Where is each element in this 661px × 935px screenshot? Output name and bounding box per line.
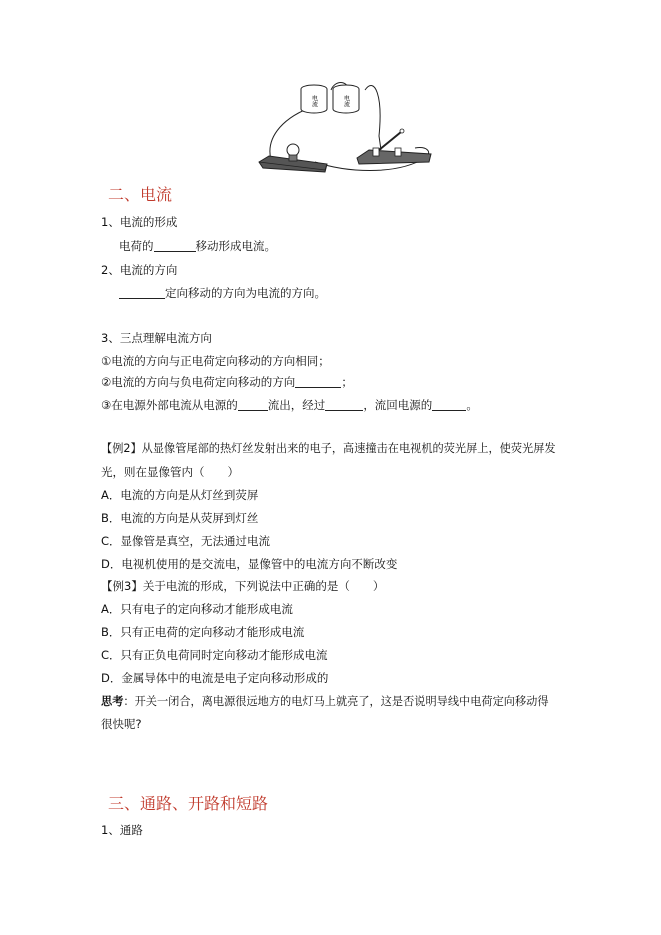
text-segment: ； — [341, 375, 353, 389]
example3-option-d: D．金属导体中的电流是电子定向移动形成的 — [101, 671, 329, 685]
item-title-formation: 1、电流的形成 — [101, 215, 178, 229]
example2-stem-line1: 【例2】从显像管尾部的热灯丝发射出来的电子，高速撞击在电视机的荧光屏上，使荧光屏发 — [101, 442, 556, 455]
meter-label-left: 电流 — [310, 95, 318, 107]
think-question-line1 — [101, 694, 549, 710]
example2-option-d: D．电视机使用的是交流电，显像管中的电流方向不断改变 — [101, 557, 398, 571]
section-heading-circuits: 三、通路、开路和短路 — [108, 794, 269, 813]
example2-option-c: C．显像管是真空，无法通过电流 — [101, 534, 271, 548]
example2-stem-line2: 光，则在显像管内（ ） — [101, 465, 239, 479]
ammeter-right — [333, 85, 359, 113]
think-text: ：开关一闭合，离电源很远地方的电灯马上就亮了，这是否说明导线中电荷定向移动得 — [123, 695, 549, 708]
circuit-illustration — [255, 76, 435, 176]
meter-label-right: 电流 — [342, 95, 350, 107]
text-segment: 电荷的 — [119, 239, 154, 253]
lamp-bulb — [287, 144, 299, 156]
switch-lever — [379, 132, 401, 150]
think-question-line2: 很快呢? — [101, 717, 142, 731]
point-2 — [101, 374, 353, 390]
item-text-direction — [119, 285, 326, 301]
text-segment: 移动形成电流。 — [195, 239, 276, 253]
text-segment: 定向移动的方向为电流的方向。 — [165, 286, 326, 300]
fill-blank — [325, 398, 363, 411]
item-title-closed-circuit: 1、通路 — [101, 823, 143, 837]
item-text-formation — [119, 238, 276, 254]
think-label: 思考 — [101, 695, 124, 708]
text-segment: ②电流的方向与负电荷定向移动的方向 — [101, 375, 296, 389]
fill-blank — [432, 398, 466, 411]
item-title-understanding: 3、三点理解电流方向 — [101, 331, 212, 345]
fill-blank — [154, 239, 196, 252]
text-segment: 流出，经过 — [267, 398, 326, 412]
switch-board — [357, 129, 431, 164]
example3-option-b: B．只有正电荷的定向移动才能形成电流 — [101, 625, 305, 639]
fill-blank — [295, 375, 341, 388]
text-segment: ③在电源外部电流从电源的 — [101, 398, 238, 412]
point-3 — [101, 397, 478, 413]
example3-option-c: C．只有正负电荷同时定向移动才能形成电流 — [101, 648, 328, 662]
item-title-direction: 2、电流的方向 — [101, 263, 178, 277]
fill-blank — [119, 286, 165, 299]
example2-option-a: A．电流的方向是从灯丝到荧屏 — [101, 488, 259, 502]
text-segment: ，流回电源的 — [363, 398, 433, 412]
ammeter-left — [301, 85, 327, 113]
fill-blank — [238, 398, 268, 411]
section-heading-current: 二、电流 — [108, 185, 173, 204]
example2-option-b: B．电流的方向是从荧屏到灯丝 — [101, 511, 259, 525]
wire — [365, 86, 381, 150]
example3-option-a: A．只有电子的定向移动才能形成电流 — [101, 602, 293, 616]
lamp-board — [259, 144, 327, 172]
text-segment: 。 — [466, 398, 478, 412]
example3-stem: 【例3】关于电流的形成，下列说法中正确的是（ ） — [101, 579, 385, 593]
point-1: ①电流的方向与正电荷定向移动的方向相同； — [101, 354, 330, 368]
